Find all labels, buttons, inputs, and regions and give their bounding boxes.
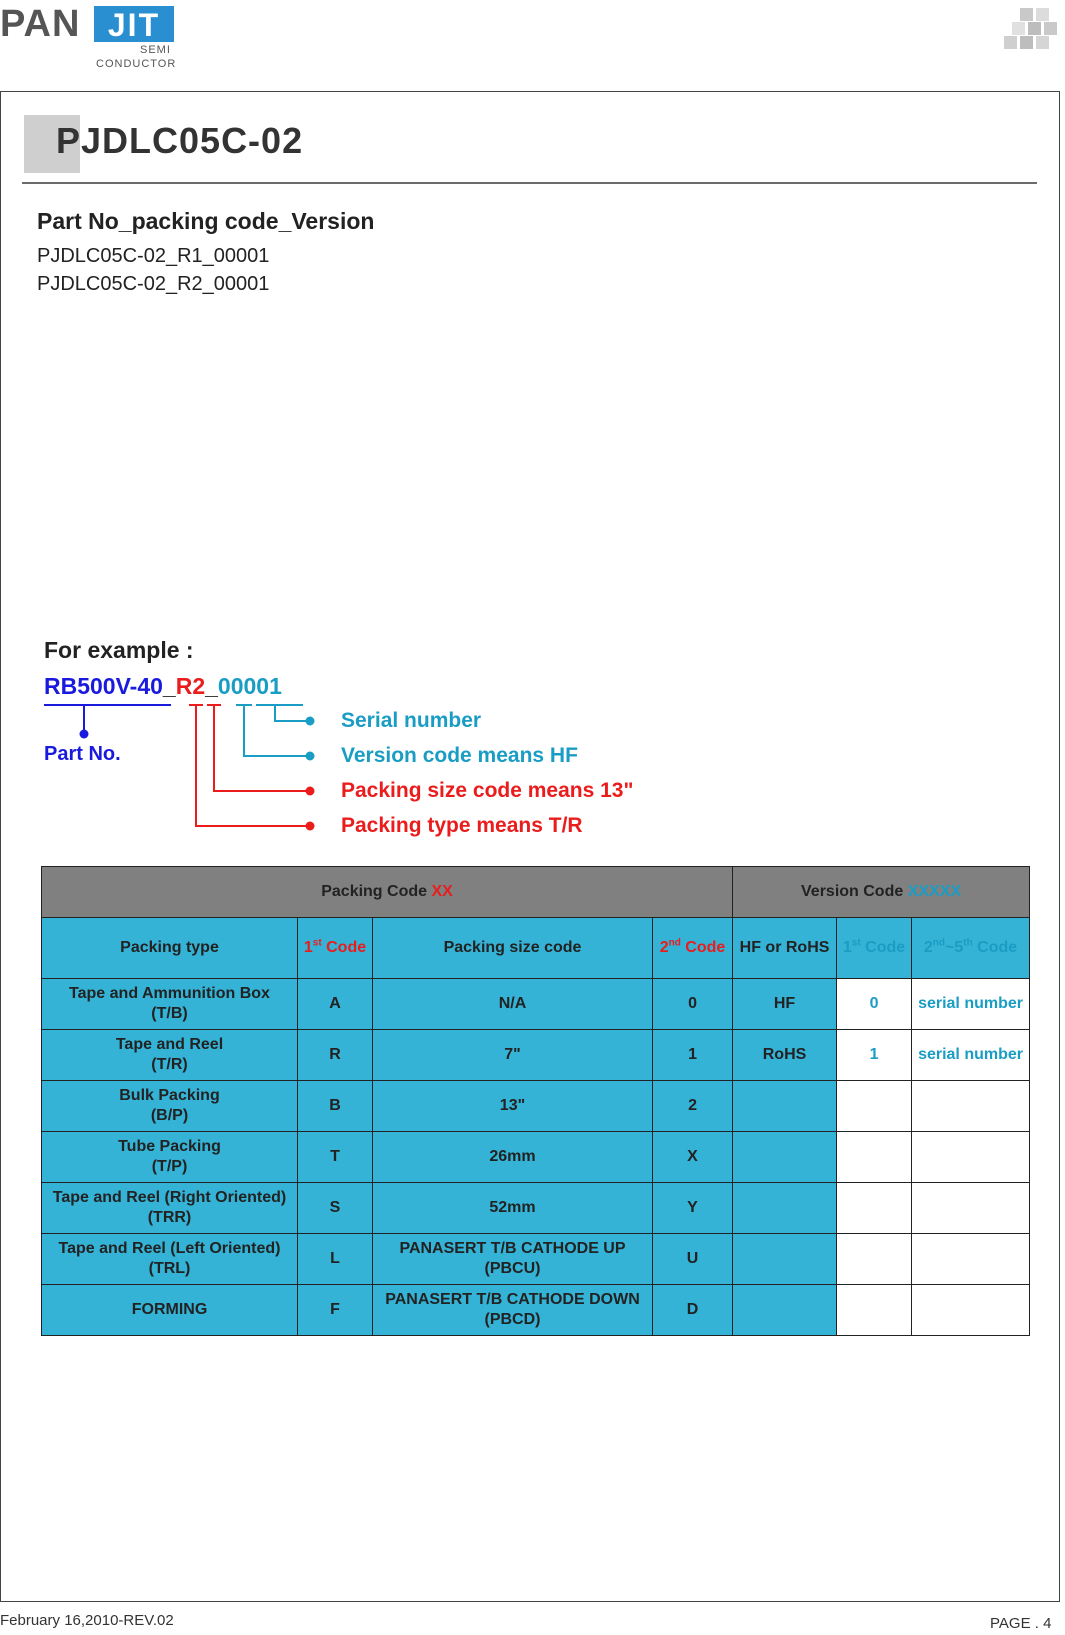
hf-rohs-value: RoHS	[762, 1046, 807, 1063]
packing-code-label: Packing Code	[321, 883, 432, 900]
cell-hf-rohs	[733, 1030, 837, 1081]
example-sep: _	[162, 673, 176, 699]
code-word: Code	[685, 939, 726, 956]
cell-first-code	[298, 1030, 373, 1081]
legend-serial-number: Serial number	[341, 709, 482, 732]
packing-size-abbr: (PBCD)	[484, 1311, 541, 1328]
version-first-value: 0	[869, 995, 879, 1012]
cell-packing-type	[42, 1030, 298, 1081]
example-packing: R2	[175, 673, 206, 699]
cell-packing-type	[42, 1234, 298, 1285]
version-code-header	[733, 867, 1030, 918]
cell-packing-type	[42, 1081, 298, 1132]
cell-version-rest	[912, 979, 1030, 1030]
example-heading: For example :	[44, 637, 194, 663]
first-code-value: A	[329, 995, 341, 1012]
version-rest-value: serial number	[918, 995, 1023, 1012]
second-num: 2	[923, 939, 933, 956]
second-code-value: 1	[688, 1046, 697, 1063]
cell-packing-type	[42, 1285, 298, 1336]
second-code-value: Y	[687, 1199, 698, 1216]
example-version: 00001	[217, 673, 282, 699]
cell-packing-size	[373, 1234, 653, 1285]
cell-first-code	[298, 979, 373, 1030]
cell-first-code	[298, 1132, 373, 1183]
part-dot	[80, 730, 89, 739]
cell-packing-size	[373, 979, 653, 1030]
code-word: Code	[865, 939, 906, 956]
code-word: Code	[977, 939, 1018, 956]
footer-date: February 16,2010-REV.02	[0, 1612, 174, 1629]
cell-version-rest	[912, 1183, 1030, 1234]
cell-packing-size	[373, 1030, 653, 1081]
cell-version-first	[837, 1030, 912, 1081]
col-version-rest-code	[912, 918, 1030, 979]
cell-version-first	[837, 979, 912, 1030]
packing-code-xx: XX	[431, 883, 453, 900]
cell-second-code	[653, 1081, 733, 1132]
cell-version-rest	[912, 1030, 1030, 1081]
packing-type-name: Tape and Reel	[115, 1036, 224, 1053]
packing-type-name: Tape and Reel (Left Oriented)	[58, 1240, 281, 1257]
packing-type-name: FORMING	[131, 1301, 208, 1318]
legend-packing-type: Packing type means T/R	[341, 814, 583, 837]
cell-hf-rohs	[733, 1183, 837, 1234]
packing-size-value: 26mm	[489, 1148, 536, 1165]
cell-hf-rohs	[733, 979, 837, 1030]
legend-version-code: Version code means HF	[341, 744, 578, 767]
cell-packing-type	[42, 979, 298, 1030]
cell-version-rest	[912, 1132, 1030, 1183]
packing-size-value: N/A	[498, 995, 527, 1012]
th-sup: th	[963, 937, 973, 949]
version-code-xx: XXXXX	[907, 883, 962, 900]
logo-jit: JIT	[94, 6, 174, 42]
table-row	[42, 1285, 1030, 1336]
cell-version-first	[837, 1285, 912, 1336]
cell-version-first	[837, 1132, 912, 1183]
cell-first-code	[298, 1081, 373, 1132]
packing-size-value: PANASERT T/B CATHODE UP	[399, 1240, 626, 1257]
version-rest-value: serial number	[918, 1046, 1023, 1063]
table-row	[42, 1183, 1030, 1234]
packing-type-abbr: (T/P)	[151, 1158, 188, 1175]
part-number-item: PJDLC05C-02_R1_00001	[37, 245, 270, 267]
logo-conductor: CONDUCTOR	[96, 58, 177, 70]
cell-second-code	[653, 979, 733, 1030]
packing-type-abbr: (TRR)	[147, 1209, 192, 1226]
cell-second-code	[653, 1132, 733, 1183]
part-no-label: Part No.	[44, 743, 121, 765]
nd-sup: nd	[932, 937, 946, 949]
second-sup: nd	[668, 937, 681, 949]
cell-first-code	[298, 1234, 373, 1285]
cell-packing-size	[373, 1081, 653, 1132]
example-part: RB500V-40	[44, 673, 163, 699]
col-packing-type: Packing type	[42, 918, 298, 979]
packing-type-abbr: (TRL)	[148, 1260, 191, 1277]
cell-packing-size	[373, 1183, 653, 1234]
hf-rohs-value: HF	[773, 995, 796, 1012]
page-title: PJDLC05C-02	[56, 120, 304, 161]
cell-hf-rohs	[733, 1132, 837, 1183]
packing-size-value: 52mm	[489, 1199, 536, 1216]
cell-first-code	[298, 1183, 373, 1234]
first-code-value: S	[329, 1199, 341, 1216]
col-second-code	[653, 918, 733, 979]
second-code-value: X	[687, 1148, 698, 1165]
part-number-heading: Part No_packing code_Version	[37, 208, 375, 234]
tilde-five: ~5	[945, 939, 964, 956]
second-code-value: 2	[688, 1097, 697, 1114]
col-first-code	[298, 918, 373, 979]
first-num: 1	[303, 939, 313, 956]
packing-size-abbr: (PBCU)	[484, 1260, 541, 1277]
packing-type-abbr: (T/R)	[151, 1056, 188, 1073]
cell-second-code	[653, 1234, 733, 1285]
example-sep: _	[205, 673, 218, 699]
table-row	[42, 979, 1030, 1030]
packing-type-name: Tape and Ammunition Box	[69, 985, 270, 1002]
cell-version-rest	[912, 1285, 1030, 1336]
cell-packing-size	[373, 1132, 653, 1183]
table-header-row	[42, 867, 1030, 918]
col-packing-size-code: Packing size code	[373, 918, 653, 979]
table-row	[42, 1234, 1030, 1285]
part-number-item: PJDLC05C-02_R2_00001	[37, 273, 270, 295]
packing-type-name: Tape and Reel (Right Oriented)	[52, 1189, 287, 1206]
table-row	[42, 1030, 1030, 1081]
cell-second-code	[653, 1030, 733, 1081]
cell-packing-type	[42, 1132, 298, 1183]
col-version-first-code	[837, 918, 912, 979]
version-connector	[244, 705, 310, 756]
version-first-value: 1	[869, 1046, 879, 1063]
packing-size-value: 7"	[504, 1046, 521, 1063]
code-word: Code	[326, 939, 367, 956]
cell-version-first	[837, 1234, 912, 1285]
legend-packing-size: Packing size code means 13"	[341, 779, 634, 802]
packing-code-header	[42, 867, 733, 918]
table-subheader-row	[42, 918, 1030, 979]
packing-type-abbr: (T/B)	[151, 1005, 188, 1022]
serial-connector	[275, 705, 310, 721]
logo-semi: SEMI	[140, 44, 171, 56]
version-code-label: Version Code	[801, 883, 908, 900]
second-code-value: U	[686, 1250, 699, 1267]
first-code-value: F	[330, 1301, 340, 1318]
cell-version-first	[837, 1081, 912, 1132]
packing-code-table	[41, 866, 1030, 1336]
cell-hf-rohs	[733, 1081, 837, 1132]
first-num: 1	[842, 939, 852, 956]
cell-hf-rohs	[733, 1285, 837, 1336]
first-code-value: L	[330, 1250, 340, 1267]
cell-hf-rohs	[733, 1234, 837, 1285]
first-sup: st	[312, 937, 322, 949]
size-connector	[214, 705, 310, 791]
cell-second-code	[653, 1285, 733, 1336]
cell-version-first	[837, 1183, 912, 1234]
logo-pan: PAN	[0, 3, 81, 45]
col-hf-or-rohs: HF or RoHS	[733, 918, 837, 979]
cell-packing-size	[373, 1285, 653, 1336]
cell-version-rest	[912, 1081, 1030, 1132]
cell-packing-type	[42, 1183, 298, 1234]
cell-version-rest	[912, 1234, 1030, 1285]
cell-second-code	[653, 1183, 733, 1234]
cell-first-code	[298, 1285, 373, 1336]
packing-type-name: Bulk Packing	[119, 1087, 220, 1104]
packing-size-value: PANASERT T/B CATHODE DOWN	[385, 1291, 640, 1308]
footer-page: PAGE . 4	[990, 1615, 1052, 1632]
first-code-value: B	[329, 1097, 341, 1114]
first-code-value: R	[329, 1046, 341, 1063]
packing-type-name: Tube Packing	[118, 1138, 221, 1155]
second-num: 2	[659, 939, 669, 956]
table-row	[42, 1132, 1030, 1183]
packing-type-abbr: (B/P)	[150, 1107, 189, 1124]
packing-size-value: 13"	[499, 1097, 526, 1114]
first-code-value: T	[330, 1148, 340, 1165]
table-row	[42, 1081, 1030, 1132]
second-code-value: 0	[688, 995, 697, 1012]
first-sup: st	[851, 937, 861, 949]
second-code-value: D	[686, 1301, 699, 1318]
